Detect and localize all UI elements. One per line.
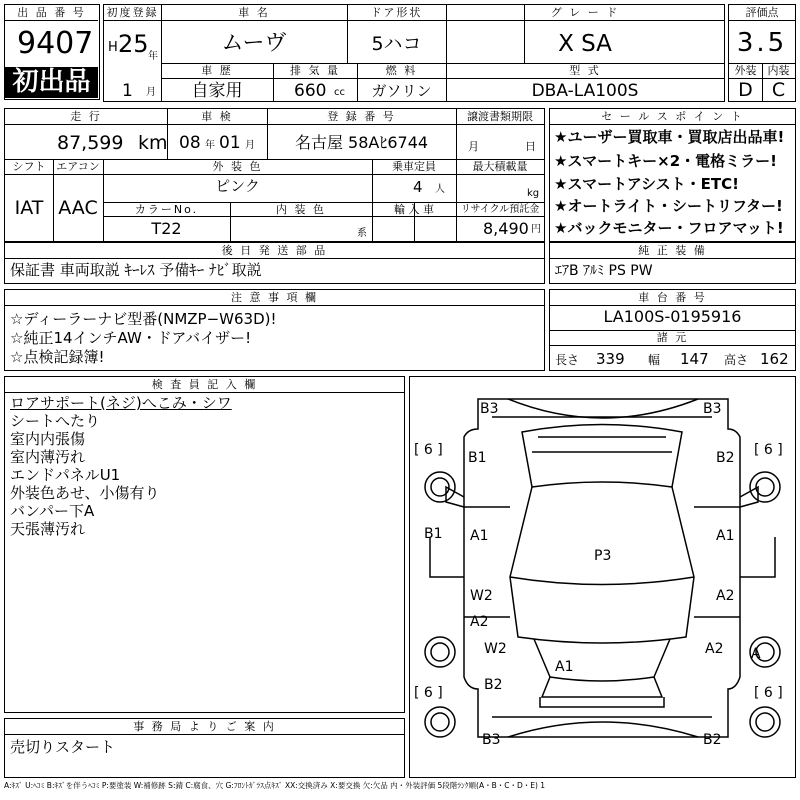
reg-month: 1 — [122, 81, 133, 101]
import-label: 輸 入 車 — [394, 203, 434, 216]
history-label: 車 歴 — [201, 64, 233, 77]
tire-front-left: [ 6 ] — [414, 442, 443, 458]
mileage-label: 走 行 — [70, 110, 102, 123]
displacement-value: 660 — [294, 81, 327, 101]
inspector-note-7: バンパー下A — [10, 502, 95, 520]
spare-wheel-left — [425, 707, 455, 737]
length-label: 長さ — [555, 353, 580, 367]
first-listing-text: 初出品 — [12, 67, 91, 97]
sales-point-2: ★スマートキー×2・電格ミラー! — [554, 152, 777, 170]
color-no-label: カラーNo. — [134, 203, 199, 216]
inspector-note-1: ロアサポート(ネジ)へこみ・シワ — [10, 394, 232, 412]
label-b3-tl: B3 — [480, 401, 499, 417]
lot-label: 出 品 番 号 — [17, 6, 86, 19]
capacity-label: 乗車定員 — [392, 160, 436, 173]
main-header-box — [103, 4, 725, 102]
sales-points-title: セ ー ル ス ポ イ ン ト — [601, 110, 744, 123]
office-value: 売切りスタート — [10, 738, 116, 756]
wheel-rear-left — [425, 637, 455, 667]
label-a2-left: A2 — [470, 614, 489, 630]
specs-title: 諸 元 — [656, 331, 689, 344]
spare-wheel-right — [750, 707, 780, 737]
equipment-title: 純 正 装 備 — [638, 244, 707, 257]
model-value: DBA-LA100S — [531, 81, 639, 101]
label-a1-left: A1 — [470, 528, 489, 544]
fuel-label: 燃 料 — [385, 64, 418, 77]
car-diagram-svg — [410, 377, 795, 777]
label-b2-top: B2 — [716, 450, 735, 466]
inspection-month-unit: 月 — [245, 140, 255, 151]
transfer-day: 日 — [525, 140, 536, 153]
ac-label: エアコン — [56, 160, 100, 173]
legend: A:ｷｽﾞ U:ﾍｺﾐ B:ｷｽﾞを伴うﾍｺﾐ P:要塗装 W:補修跡 S:錆 C:腐食、穴 G:ﾌﾛﾝﾄｶﾞﾗｽ点ｷｽﾞ XX:交換済み X:要交換 欠:欠品 内・外装評価 5段階ﾗﾝｸ順(A・B・C・D・E) 1 — [4, 781, 546, 790]
label-b1-side: B1 — [424, 526, 443, 542]
width-value: 147 — [680, 350, 709, 368]
label-a2-right-2: A2 — [705, 641, 724, 657]
label-b3-tr: B3 — [703, 401, 722, 417]
capacity-unit: 人 — [435, 184, 445, 195]
plate-value: 名古屋 58Aﾋ6744 — [294, 133, 429, 152]
transfer-label: 譲渡書類期限 — [467, 110, 533, 123]
inspector-note-8: 天張薄汚れ — [10, 520, 86, 538]
chassis-value: LA100S-0195916 — [603, 307, 742, 326]
inspector-note-6: 外装色あせ、小傷有り — [10, 484, 160, 502]
car-name: ムーヴ — [221, 31, 287, 56]
mileage-value: 87,599 — [57, 132, 124, 154]
ac-value: AAC — [58, 197, 98, 219]
label-a-wheel: A — [751, 646, 761, 662]
displacement-unit: cc — [334, 87, 345, 98]
inspector-note-2: シートへたり — [10, 412, 101, 430]
interior-grade: C — [771, 79, 786, 101]
reg-year-unit: 年 — [148, 51, 158, 62]
tire-front-right: [ 6 ] — [754, 442, 783, 458]
int-color-label: 内 装 色 — [276, 203, 326, 216]
equipment-value: ｴｱB ｱﾙﾐ PS PW — [555, 263, 653, 279]
note-3: ☆点検記録簿! — [10, 348, 105, 366]
notes-title: 注 意 事 項 欄 — [231, 291, 318, 304]
sales-point-1: ★ユーザー買取車・買取店出品車! — [554, 128, 785, 146]
label-b2-rear: B2 — [484, 677, 503, 693]
displacement-label: 排 気 量 — [290, 64, 340, 77]
grade-label: グ レ ー ド — [550, 6, 620, 19]
sales-points-box — [549, 108, 796, 242]
shift-value: IAT — [14, 197, 44, 219]
later-parts-value: 保証書 車両取説 ｷｰﾚｽ 予備ｷｰ ﾅﾋﾞ取説 — [10, 261, 262, 279]
plate-label: 登 録 番 号 — [327, 110, 396, 123]
later-parts-title: 後 日 発 送 部 品 — [221, 244, 328, 257]
inspection-year: 08 — [179, 133, 201, 153]
inspector-note-5: エンドパネルU1 — [10, 466, 121, 484]
length-value: 339 — [596, 350, 625, 368]
wheel-front-right — [750, 472, 780, 502]
color-no-value: T22 — [151, 219, 182, 238]
cabin-outline — [510, 487, 694, 643]
width-label: 幅 — [648, 353, 661, 367]
inspector-note-4: 室内薄汚れ — [10, 448, 86, 466]
reg-year: 25 — [118, 30, 149, 58]
chassis-title: 車 台 番 号 — [638, 291, 707, 304]
score-box — [728, 4, 796, 102]
door-label: ドア形状 — [370, 6, 423, 19]
label-b2-br-bottom: B2 — [703, 732, 722, 748]
label-a1-right: A1 — [716, 528, 735, 544]
door-value: 5ハコ — [371, 33, 422, 55]
height-label: 高さ — [724, 353, 749, 367]
sales-point-3: ★スマートアシスト・ETC! — [554, 175, 739, 193]
label-b3-bl: B3 — [482, 732, 501, 748]
sales-point-5: ★バックモニター・フロアマット! — [554, 219, 784, 237]
lot-box — [4, 4, 100, 100]
notes-box — [4, 289, 545, 371]
inspector-note-3: 室内内張傷 — [10, 430, 86, 448]
label-w2-left: W2 — [470, 588, 493, 604]
history-value: 自家用 — [191, 81, 243, 101]
inspector-title: 検 査 員 記 入 欄 — [151, 378, 258, 391]
inspection-year-unit: 年 — [205, 140, 215, 151]
load-unit: kg — [527, 188, 540, 199]
ext-color-value: ピンク — [215, 177, 260, 195]
chassis-box — [549, 289, 796, 371]
inspector-box — [4, 376, 405, 713]
grade-value: X SA — [558, 31, 612, 57]
note-2: ☆純正14インチAW・ドアバイザー! — [10, 329, 252, 347]
later-parts-box — [4, 242, 545, 284]
label-a1-rear: A1 — [555, 659, 574, 675]
inspection-label: 車 検 — [201, 110, 233, 123]
int-color-unit: 系 — [357, 228, 367, 239]
name-label: 車 名 — [238, 6, 270, 19]
equipment-box — [549, 242, 796, 284]
label-p3: P3 — [594, 548, 612, 564]
interior-label: 内装 — [767, 64, 790, 77]
wheel-front-left — [425, 472, 455, 502]
recycle-label: リサイクル預託金 — [460, 204, 540, 215]
inspection-month: 01 — [219, 133, 241, 153]
model-label: 型 式 — [569, 64, 601, 77]
transfer-month: 月 — [468, 140, 479, 153]
score-value: 3.5 — [736, 28, 788, 58]
sales-point-4: ★オートライト・シートリフター! — [554, 197, 783, 215]
label-w2-left-2: W2 — [484, 641, 507, 657]
ext-color-label: 外 装 色 — [212, 160, 263, 173]
shift-label: シフト — [12, 160, 46, 173]
office-title: 事 務 局 よ り ご 案 内 — [133, 720, 276, 733]
car-outline — [464, 399, 740, 737]
exterior-grade: D — [738, 79, 753, 101]
lot-number: 9407 — [17, 26, 94, 61]
office-box — [4, 718, 405, 778]
score-label: 評価点 — [745, 6, 779, 19]
car-diagram-box — [409, 376, 796, 778]
reg-era: H — [108, 40, 118, 55]
reg-month-unit: 月 — [146, 87, 156, 98]
capacity-value: 4 — [413, 178, 423, 196]
tire-rear-left: [ 6 ] — [414, 685, 443, 701]
fuel-value: ガソリン — [371, 82, 432, 100]
recycle-value: 8,490 — [483, 219, 529, 238]
recycle-unit: 円 — [531, 224, 541, 235]
tire-rear-right: [ 6 ] — [754, 685, 783, 701]
exterior-label: 外装 — [734, 64, 757, 77]
reg-label: 初度登録 — [106, 6, 159, 19]
load-label: 最大積載量 — [472, 160, 528, 173]
note-1: ☆ディーラーナビ型番(NMZP−W63D)! — [10, 310, 277, 328]
mileage-unit: km — [138, 132, 168, 154]
label-b1-top: B1 — [468, 450, 487, 466]
label-a2-right: A2 — [716, 588, 735, 604]
height-value: 162 — [760, 350, 789, 368]
details-box — [4, 108, 545, 242]
